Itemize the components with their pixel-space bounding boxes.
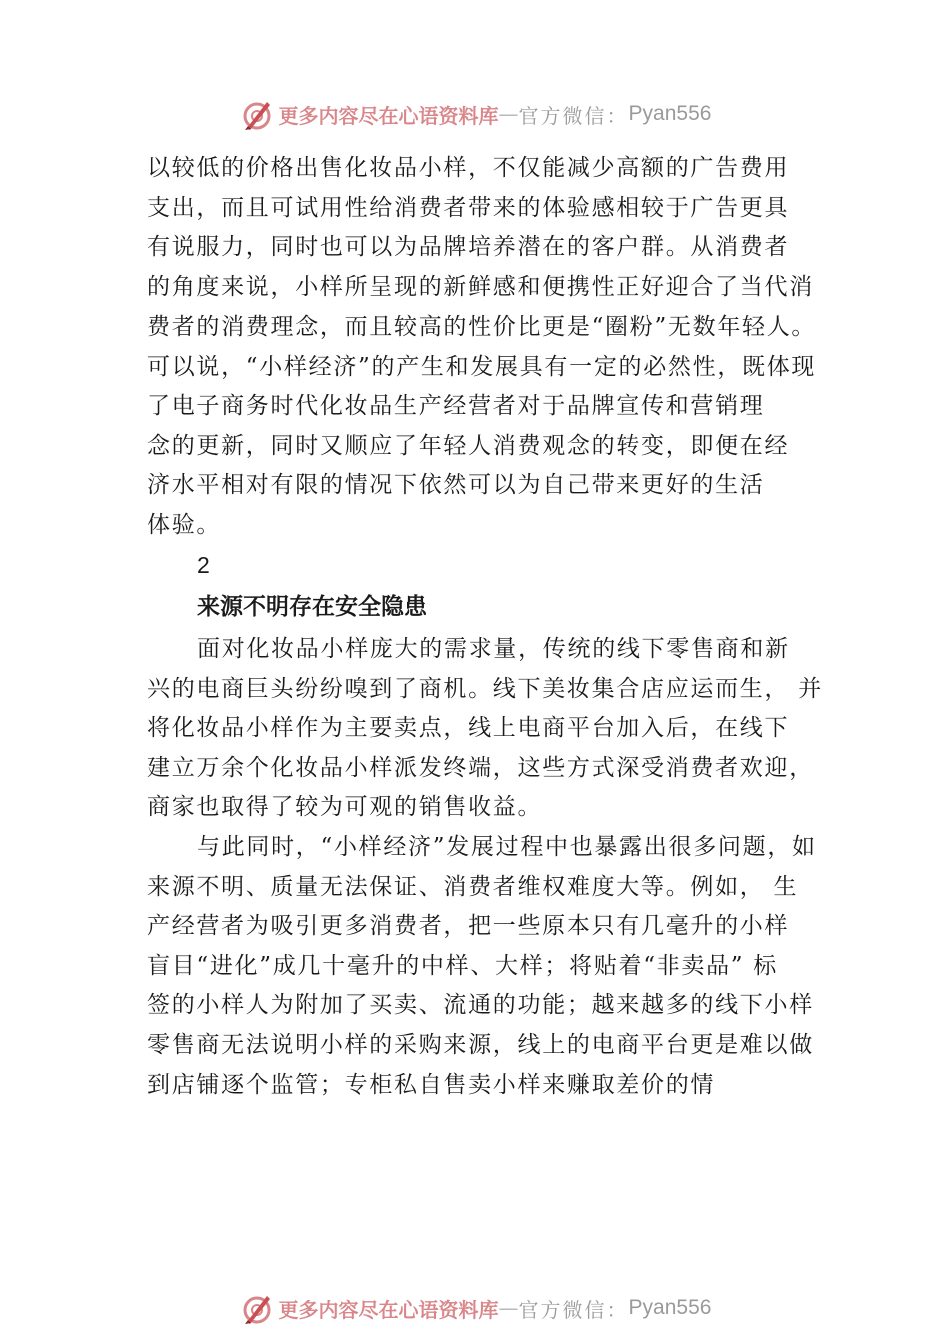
body-line: 体验。 xyxy=(147,512,222,538)
body-line: 有说服力，同时也可以为品牌培养潜在的客户群。从消费者 xyxy=(147,234,790,260)
body-line: 费者的消费理念，而且较高的性价比更是“圈粉”无数年轻人。 xyxy=(147,314,817,340)
watermark-brand: 更多内容尽在心语资料库 xyxy=(278,103,499,128)
footer-watermark xyxy=(0,1288,950,1328)
body-line: 与此同时，“小样经济”发展过程中也暴露出很多问题，如 xyxy=(197,834,817,860)
body-line: 签的小样人为附加了买卖、流通的功能；越来越多的线下小样 xyxy=(147,992,814,1018)
body-line: 到店铺逐个监管；专柜私自售卖小样来赚取差价的情 xyxy=(147,1072,716,1098)
watermark-wechat-label: 官方微信： xyxy=(518,103,629,128)
watermark-wechat-id: Pyan556 xyxy=(628,102,712,125)
watermark-brand: 更多内容尽在心语资料库 xyxy=(278,1297,499,1322)
watermark-separator: — xyxy=(498,102,519,126)
body-line: 产经营者为吸引更多消费者，把一些原本只有几毫升的小样 xyxy=(147,913,790,939)
body-line: 济水平相对有限的情况下依然可以为自己带来更好的生活 xyxy=(147,472,765,498)
body-line: 盲目“进化”成几十毫升的中样、大样；将贴着“非卖品” 标 xyxy=(147,953,778,979)
body-line: 兴的电商巨头纷纷嗅到了商机。线下美妆集合店应运而生， 并 xyxy=(147,676,823,702)
body-line: 建立万余个化妆品小样派发终端，这些方式深受消费者欢迎， xyxy=(147,755,814,781)
header-watermark xyxy=(0,94,950,134)
body-line: 商家也取得了较为可观的销售收益。 xyxy=(147,794,543,820)
body-line: 支出，而且可试用性给消费者带来的体验感相较于广告更具 xyxy=(147,195,790,221)
body-line: 零售商无法说明小样的采购来源，线上的电商平台更是难以做 xyxy=(147,1032,814,1058)
pen-logo-icon xyxy=(239,96,275,132)
body-line: 来源不明、质量无法保证、消费者维权难度大等。例如， 生 xyxy=(147,874,799,900)
body-line: 的角度来说，小样所呈现的新鲜感和便携性正好迎合了当代消 xyxy=(147,274,814,300)
section-title: 来源不明存在安全隐患 xyxy=(197,594,427,620)
body-line: 面对化妆品小样庞大的需求量，传统的线下零售商和新 xyxy=(197,636,790,662)
watermark-wechat-id: Pyan556 xyxy=(628,1296,712,1319)
body-line: 以较低的价格出售化妆品小样，不仅能减少高额的广告费用 xyxy=(147,155,790,181)
pen-logo-icon xyxy=(239,1290,275,1326)
body-line: 念的更新，同时又顺应了年轻人消费观念的转变，即便在经 xyxy=(147,433,790,459)
body-line: 了电子商务时代化妆品生产经营者对于品牌宣传和营销理 xyxy=(147,393,765,419)
section-number: 2 xyxy=(197,552,210,578)
watermark-separator: — xyxy=(498,1296,519,1320)
watermark-wechat-label: 官方微信： xyxy=(518,1297,629,1322)
body-line: 可以说，“小样经济”的产生和发展具有一定的必然性，既体现 xyxy=(147,354,817,380)
body-line: 将化妆品小样作为主要卖点，线上电商平台加入后，在线下 xyxy=(147,715,790,741)
